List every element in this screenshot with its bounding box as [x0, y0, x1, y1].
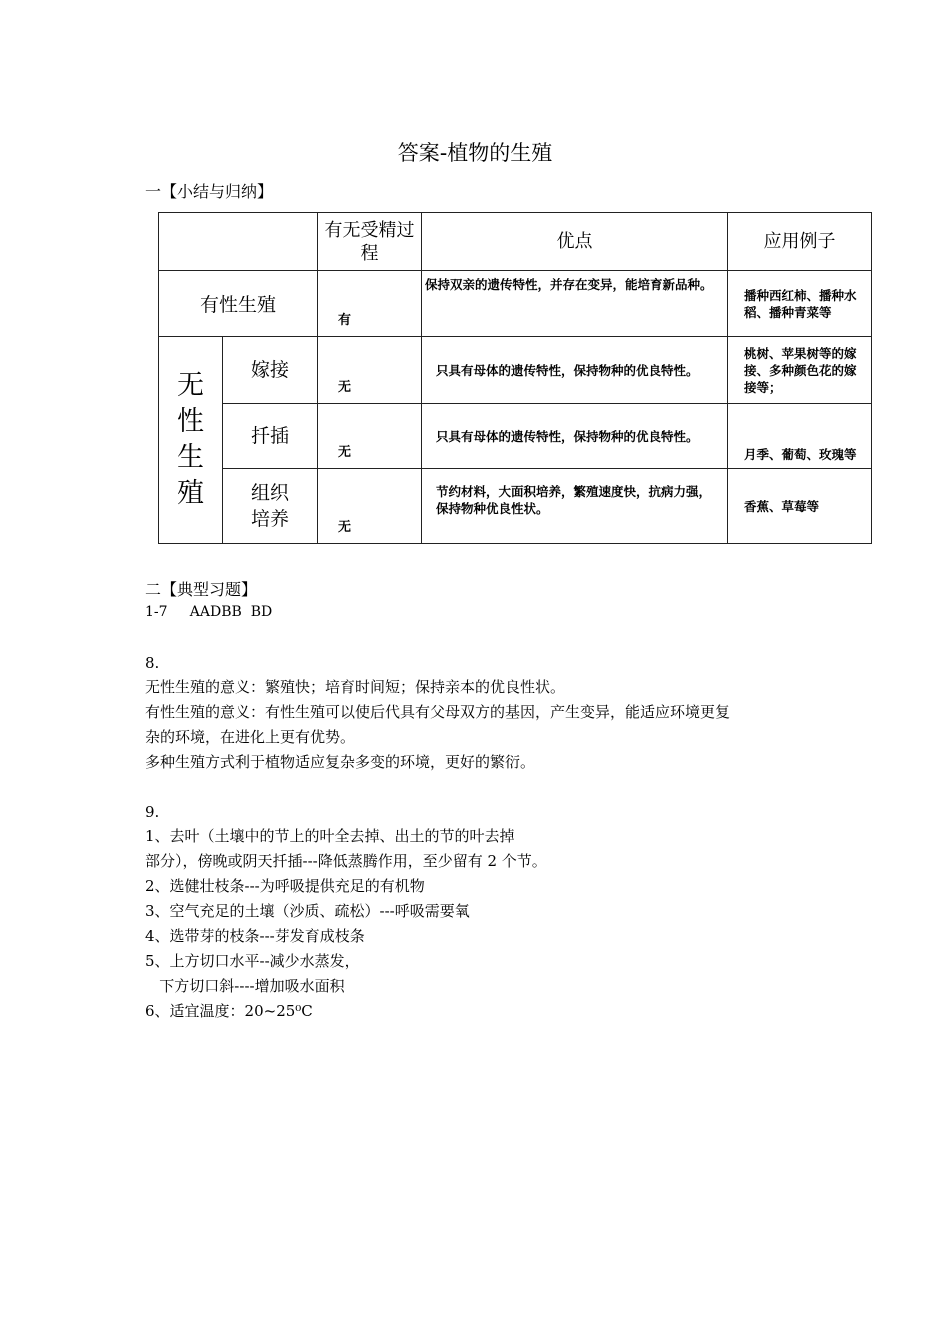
q9-line: 1、去叶（土壤中的节上的叶全去掉、出土的节的叶去掉 [145, 827, 515, 845]
q9-line: 2、选健壮枝条---为呼吸提供充足的有机物 [145, 877, 425, 895]
q9-line: 4、选带芽的枝条---芽发育成枝条 [145, 927, 365, 945]
q8-number: 8. [145, 654, 160, 672]
q9-line: 3、空气充足的土壤（沙质、疏松）---呼吸需要氧 [145, 902, 470, 920]
grafting-example: 桃树、苹果树等的嫁接、多种颜色花的嫁接等； [728, 337, 872, 404]
tissue-example: 香蕉、草莓等 [728, 469, 872, 544]
grafting-advantage: 只具有母体的遗传特性，保持物种的优良特性。 [422, 337, 728, 404]
grafting-fert-value: 无 [338, 380, 352, 395]
sexual-example: 播种西红柿、播种水稻、播种青菜等 [728, 271, 872, 337]
q8-line: 多种生殖方式利于植物适应复杂多变的环境，更好的繁衍。 [145, 753, 536, 771]
q9-line: 6、适宜温度：20~25⁰C [145, 1002, 313, 1020]
header-fertilization: 有无受精过程 [318, 213, 422, 271]
q8-line: 杂的环境，在进化上更有优势。 [145, 728, 356, 746]
table-row-sexual [159, 271, 872, 337]
cutting-advantage: 只具有母体的遗传特性，保持物种的优良特性。 [422, 404, 728, 469]
answers-1-7: 1-7 AADBB BD [145, 604, 273, 620]
method-tissue-culture: 组织培养 [223, 469, 318, 544]
header-advantage: 优点 [422, 213, 728, 271]
method-cutting: 扦插 [223, 404, 318, 469]
cutting-example: 月季、葡萄、玫瑰等 [728, 404, 872, 469]
tissue-fert-cell [318, 469, 422, 544]
tissue-fert-value: 无 [338, 520, 352, 535]
sexual-fert-value: 有 [338, 313, 352, 328]
section-1-heading: 一【小结与归纳】 [145, 182, 274, 201]
q9-line: 下方切口斜----增加吸水面积 [145, 977, 345, 995]
summary-table [158, 212, 872, 544]
header-example: 应用例子 [728, 213, 872, 271]
cutting-fert-value: 无 [338, 445, 352, 460]
table-row-cutting [159, 404, 872, 469]
tissue-advantage: 节约材料，大面积培养，繁殖速度快，抗病力强，保持物种优良性状。 [422, 469, 728, 544]
grafting-fert-cell [318, 337, 422, 404]
asexual-label: 无性生殖 [159, 337, 223, 544]
method-grafting: 嫁接 [223, 337, 318, 404]
section-2-heading: 二【典型习题】 [145, 580, 258, 599]
sexual-advantage: 保持双亲的遗传特性，并存在变异，能培育新品种。 [422, 271, 728, 337]
table-corner-cell [159, 213, 318, 271]
q8-line: 无性生殖的意义：繁殖快；培育时间短；保持亲本的优良性状。 [145, 678, 566, 696]
table-row-tissue-culture [159, 469, 872, 544]
page-title: 答案-植物的生殖 [397, 141, 553, 165]
sexual-fert-cell [318, 271, 422, 337]
sexual-label: 有性生殖 [159, 271, 318, 337]
q9-line: 5、上方切口水平--减少水蒸发， [145, 952, 360, 970]
q9-line: 部分），傍晚或阴天扦插---降低蒸腾作用，至少留有 2 个节。 [145, 852, 547, 870]
q9-number: 9. [145, 803, 160, 821]
q8-line: 有性生殖的意义：有性生殖可以使后代具有父母双方的基因，产生变异，能适应环境更复 [145, 703, 731, 721]
cutting-fert-cell [318, 404, 422, 469]
table-row-grafting [159, 337, 872, 404]
table-header-row [159, 213, 872, 271]
